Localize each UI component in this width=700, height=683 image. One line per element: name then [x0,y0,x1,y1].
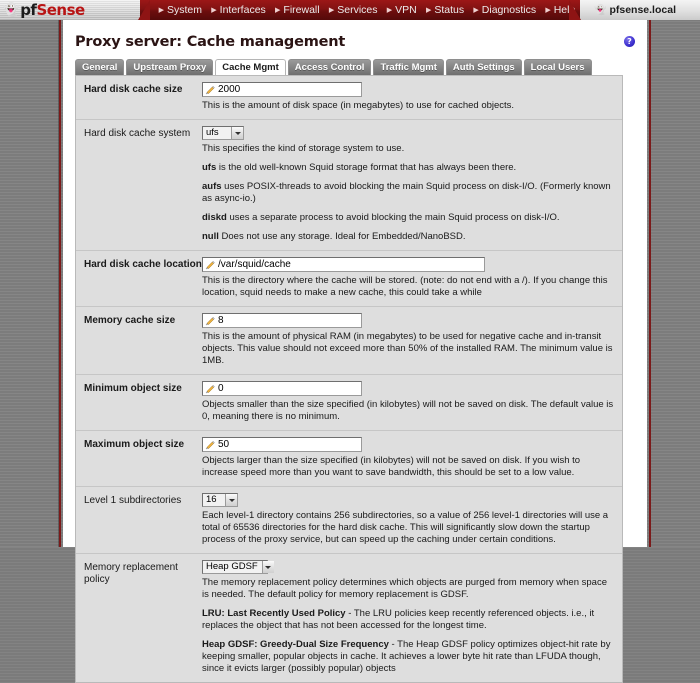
hard-disk-cache-size-value: 2000 [218,84,241,95]
hard-disk-cache-location-input[interactable] [202,257,485,272]
desc-gdsf-policy [202,639,614,675]
content-area [63,20,647,674]
desc-maximum-object-size: Objects larger than the size specified (in kilobytes) will not be saved on disk. If you wish to increase speed more than you want to save bandwidth, this should be set to a low value. [202,455,581,478]
tab-local-users[interactable]: Local Users [524,59,592,75]
pencil-edit-icon [205,85,215,95]
row-minimum-object-size [76,375,622,431]
left-gutter [0,20,61,547]
text-diskd: uses a separate process to avoid blocking the main Squid process on disk-I/O. [226,212,560,223]
level1-subdirectories-value: 16 [206,494,217,505]
minimum-object-size-value: 0 [218,383,224,394]
row-hard-disk-cache-size [76,76,622,120]
pencil-edit-icon [205,260,215,270]
desc-hard-disk-cache-size: This is the amount of disk space (in megabytes) to use for cached objects. [202,100,515,111]
caret-right-icon: ▶ [275,6,281,14]
row-hard-disk-cache-location [76,251,622,307]
tab-upstream-proxy[interactable]: Upstream Proxy [126,59,213,75]
term-lru: LRU: Last Recently Used Policy [202,608,346,619]
caret-right-icon: ▶ [211,6,217,14]
row-maximum-object-size [76,431,622,487]
chevron-down-icon[interactable] [231,127,243,139]
help-question-icon[interactable]: ? [624,36,635,47]
term-diskd: diskd [202,212,227,223]
maximum-object-size-value: 50 [218,439,230,450]
tab-cache-mgmt[interactable]: Cache Mgmt [215,59,285,75]
caret-right-icon: ▶ [473,6,479,14]
label-level1-subdirectories: Level 1 subdirectories [84,495,182,506]
text-lru: - The LRU policies keep recently referenced objects. i.e., it replaces the object that has not been accessed for the longest time. [202,608,595,631]
label-memory-replacement-policy: Memory replacement policy [84,562,178,585]
nav-item-label: Help [553,4,576,16]
text-gdsf: - The Heap GDSF policy optimizes object-hit rate by keeping smaller, popular objects in cache. It achieves a lower byte hit rate than LFUDA though, since it evicts larger (possibly popular) objects [202,639,611,674]
logo-text: pfSense [20,0,85,19]
desc-ufs [202,162,614,174]
minimum-object-size-input[interactable] [202,381,362,396]
pencil-edit-icon [205,316,215,326]
desc-level1-subdirectories: Each level-1 directory contains 256 subdirectories, so a value of 256 level-1 directories will use a total of 65536 directories for the hard disk cache. This will significantly slow down the startup process of the proxy service, but can speed up the caching under certain conditions. [202,510,609,545]
desc-null [202,231,614,243]
pfsense-favicon-icon: 👻 [594,4,607,16]
desc-aufs [202,181,614,205]
row-level1-subdirectories [76,487,622,554]
page-frame [0,20,700,674]
hard-disk-cache-location-value: /var/squid/cache [218,259,291,270]
memory-replacement-policy-value: Heap GDSF [206,561,258,572]
desc-minimum-object-size: Objects smaller than the size specified (in kilobytes) will not be saved on disk. The default value is 0, meaning there is no minimum. [202,399,614,422]
text-ufs: is the old well-known Squid storage format that has always been there. [216,162,517,173]
level1-subdirectories-select[interactable] [202,493,238,507]
nav-item-interfaces[interactable] [207,4,271,16]
nav-item-label: VPN [395,4,417,16]
label-minimum-object-size: Minimum object size [84,383,182,394]
chevron-down-icon[interactable] [262,561,274,573]
nav-item-label: Firewall [283,4,320,16]
nav-item-services[interactable] [324,4,382,16]
nav-menu [140,0,580,20]
tab-general[interactable]: General [75,59,124,75]
memory-replacement-policy-select[interactable] [202,560,268,574]
tab-access-control[interactable]: Access Control [288,59,372,75]
label-hard-disk-cache-system: Hard disk cache system [84,128,191,139]
main-navigation-bar [0,0,700,20]
nav-item-label: System [167,4,203,16]
hard-disk-cache-system-value: ufs [206,127,219,138]
tab-bar [75,59,647,75]
term-gdsf: Heap GDSF: Greedy-Dual Size Frequency [202,639,389,650]
desc-lru-policy [202,608,614,632]
text-aufs: uses POSIX-threads to avoid blocking the main Squid process on disk-I/O. (Formerly known as async-io.) [202,181,611,204]
pencil-edit-icon [205,384,215,394]
nav-item-vpn[interactable] [382,4,421,16]
caret-right-icon: ▶ [158,6,165,14]
nav-item-label: Status [434,4,465,16]
bsd-daemon-icon: 👻 [3,2,20,18]
pencil-edit-icon [205,440,215,450]
nav-item-label: Interfaces [219,4,266,16]
desc-memory-cache-size: This is the amount of physical RAM (in megabytes) to be used for negative cache and in-transit objects. This value should not exceed more than 50% of the installed RAM. The minimum value is 1MB. [202,331,613,366]
tab-traffic-mgmt[interactable]: Traffic Mgmt [373,59,443,75]
right-gutter [649,20,700,547]
label-hard-disk-cache-size: Hard disk cache size [84,84,183,95]
memory-cache-size-input[interactable] [202,313,362,328]
hard-disk-cache-size-input[interactable] [202,82,362,97]
browser-tab-label: pfsense.local [609,4,676,16]
nav-item-firewall[interactable] [270,4,324,16]
cache-settings-panel [75,75,623,683]
nav-item-system[interactable] [154,4,207,16]
desc-memory-replacement-policy: The memory replacement policy determines which objects are purged from memory when space is needed. The default policy for memory replacement is GDSF. [202,577,607,600]
pfsense-logo[interactable] [0,0,140,20]
caret-right-icon: ▶ [386,6,393,14]
row-memory-replacement-policy [76,554,622,682]
nav-item-label: Services [337,4,378,16]
row-hard-disk-cache-system [76,120,622,251]
term-null: null [202,231,219,242]
nav-item-diagnostics[interactable] [469,4,541,16]
caret-right-icon: ▶ [328,6,335,14]
nav-item-status[interactable] [421,4,468,16]
chevron-down-icon[interactable] [225,494,237,506]
text-null: Does not use any storage. Ideal for Embedded/NanoBSD. [218,231,466,242]
desc-diskd [202,212,614,224]
caret-right-icon: ▶ [545,6,551,14]
memory-cache-size-value: 8 [218,315,224,326]
label-maximum-object-size: Maximum object size [84,439,185,450]
label-hard-disk-cache-location: Hard disk cache location [84,259,202,270]
caret-right-icon: ▶ [425,6,432,14]
term-aufs: aufs [202,181,222,192]
browser-tab[interactable] [580,0,700,20]
desc-hard-disk-cache-location: This is the directory where the cache will be stored. (note: do not end with a /). If you change this location, squid needs to make a new cache, this could take a while [202,275,608,298]
nav-item-label: Diagnostics [481,4,537,16]
tab-auth-settings[interactable]: Auth Settings [446,59,522,75]
label-memory-cache-size: Memory cache size [84,315,176,326]
page-title: Proxy server: Cache management [75,34,346,50]
maximum-object-size-input[interactable] [202,437,362,452]
hard-disk-cache-system-select[interactable] [202,126,244,140]
desc-hard-disk-cache-system: This specifies the kind of storage system to use. [202,143,405,154]
row-memory-cache-size [76,307,622,375]
term-ufs: ufs [202,162,217,173]
